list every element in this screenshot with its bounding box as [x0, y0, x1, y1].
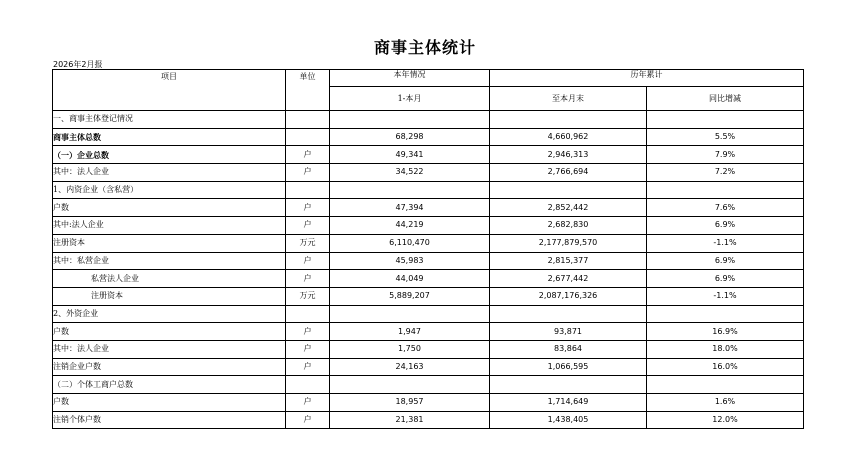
- row-months-value: 49,341: [330, 146, 490, 164]
- row-unit: [286, 376, 330, 394]
- row-yoy-change: 1.6%: [647, 394, 804, 412]
- statistics-table: [52, 69, 804, 429]
- row-cumulative-value: 2,677,442: [490, 270, 647, 288]
- table-row: [53, 305, 804, 323]
- row-yoy-change: [647, 305, 804, 323]
- row-unit: 户: [286, 394, 330, 412]
- row-item-label: 户数: [53, 323, 286, 341]
- row-cumulative-value: 4,660,962: [490, 128, 647, 146]
- row-cumulative-value: 2,766,694: [490, 164, 647, 182]
- row-yoy-change: 12.0%: [647, 411, 804, 429]
- row-cumulative-value: 1,714,649: [490, 394, 647, 412]
- row-item-label: 其中:法人企业: [53, 217, 286, 235]
- row-unit: [286, 111, 330, 129]
- table-row: [53, 376, 804, 394]
- table-row: [53, 411, 804, 429]
- table-row: [53, 270, 804, 288]
- row-item-label: （一）企业总数: [53, 146, 286, 164]
- row-months-value: 24,163: [330, 358, 490, 376]
- row-months-value: 18,957: [330, 394, 490, 412]
- row-unit: 户: [286, 270, 330, 288]
- row-item-label: 注册资本: [53, 234, 286, 252]
- row-cumulative-value: 1,438,405: [490, 411, 647, 429]
- row-item-label: 其中：法人企业: [53, 164, 286, 182]
- row-cumulative-value: [490, 305, 647, 323]
- row-yoy-change: 6.9%: [647, 270, 804, 288]
- table-row: [53, 287, 804, 305]
- row-item-label: 注销企业户数: [53, 358, 286, 376]
- table-row: [53, 394, 804, 412]
- row-unit: 户: [286, 340, 330, 358]
- row-months-value: 21,381: [330, 411, 490, 429]
- row-cumulative-value: [490, 376, 647, 394]
- row-item-label: 户数: [53, 199, 286, 217]
- row-unit: 户: [286, 199, 330, 217]
- row-months-value: 47,394: [330, 199, 490, 217]
- row-cumulative-value: 1,066,595: [490, 358, 647, 376]
- row-item-label: 商事主体总数: [53, 128, 286, 146]
- row-yoy-change: 6.9%: [647, 217, 804, 235]
- table-row: [53, 358, 804, 376]
- row-cumulative-value: [490, 181, 647, 199]
- table-row: [53, 164, 804, 182]
- row-unit: 万元: [286, 234, 330, 252]
- row-months-value: [330, 111, 490, 129]
- row-yoy-change: 7.9%: [647, 146, 804, 164]
- header-cumulative: 历年累计: [490, 70, 804, 87]
- row-item-label: 1、内资企业（含私营）: [53, 181, 286, 199]
- row-yoy-change: 16.0%: [647, 358, 804, 376]
- row-yoy-change: 7.2%: [647, 164, 804, 182]
- row-unit: 户: [286, 217, 330, 235]
- row-cumulative-value: 83,864: [490, 340, 647, 358]
- row-item-label: 一、商事主体登记情况: [53, 111, 286, 129]
- row-unit: 户: [286, 358, 330, 376]
- row-cumulative-value: 2,852,442: [490, 199, 647, 217]
- row-months-value: [330, 181, 490, 199]
- table-header-row: [53, 70, 804, 87]
- row-unit: [286, 128, 330, 146]
- header-yoy: 同比增减: [647, 87, 804, 111]
- row-months-value: 6,110,470: [330, 234, 490, 252]
- row-months-value: 44,049: [330, 270, 490, 288]
- row-months-value: 5,889,207: [330, 287, 490, 305]
- row-yoy-change: [647, 111, 804, 129]
- row-item-label: 注销个体户数: [53, 411, 286, 429]
- table-row: [53, 128, 804, 146]
- table-row: [53, 340, 804, 358]
- row-months-value: 1,750: [330, 340, 490, 358]
- row-yoy-change: 7.6%: [647, 199, 804, 217]
- row-yoy-change: 16.9%: [647, 323, 804, 341]
- table-row: [53, 146, 804, 164]
- row-yoy-change: [647, 181, 804, 199]
- table-row: [53, 323, 804, 341]
- row-yoy-change: -1.1%: [647, 287, 804, 305]
- row-item-label: （二）个体工商户总数: [53, 376, 286, 394]
- table-row: [53, 181, 804, 199]
- page-title: 商事主体统计: [373, 38, 476, 57]
- header-to-month-end: 至本月末: [490, 87, 647, 111]
- row-unit: 户: [286, 252, 330, 270]
- row-yoy-change: 6.9%: [647, 252, 804, 270]
- row-months-value: 44,219: [330, 217, 490, 235]
- row-months-value: 45,983: [330, 252, 490, 270]
- row-cumulative-value: [490, 111, 647, 129]
- row-unit: 户: [286, 164, 330, 182]
- report-date: 2026年2月报: [53, 60, 103, 69]
- row-yoy-change: -1.1%: [647, 234, 804, 252]
- row-months-value: [330, 376, 490, 394]
- row-cumulative-value: 2,177,879,570: [490, 234, 647, 252]
- row-item-label: 户数: [53, 394, 286, 412]
- row-cumulative-value: 93,871: [490, 323, 647, 341]
- row-months-value: 68,298: [330, 128, 490, 146]
- table-row: [53, 217, 804, 235]
- row-yoy-change: 18.0%: [647, 340, 804, 358]
- row-cumulative-value: 2,946,313: [490, 146, 647, 164]
- row-unit: [286, 181, 330, 199]
- header-item: 项目: [53, 70, 286, 111]
- header-current-year: 本年情况: [330, 70, 490, 87]
- header-unit: 单位: [286, 70, 330, 111]
- row-months-value: [330, 305, 490, 323]
- table-body: [53, 111, 804, 429]
- row-unit: 户: [286, 323, 330, 341]
- row-item-label: 其中：法人企业: [53, 340, 286, 358]
- row-unit: 户: [286, 146, 330, 164]
- row-months-value: 1,947: [330, 323, 490, 341]
- row-cumulative-value: 2,815,377: [490, 252, 647, 270]
- row-cumulative-value: 2,682,830: [490, 217, 647, 235]
- row-item-label: 私营法人企业: [53, 270, 286, 288]
- row-item-label: 2、外资企业: [53, 305, 286, 323]
- row-months-value: 34,522: [330, 164, 490, 182]
- row-unit: 万元: [286, 287, 330, 305]
- row-unit: [286, 305, 330, 323]
- table-row: [53, 252, 804, 270]
- row-item-label: 注册资本: [53, 287, 286, 305]
- row-yoy-change: 5.5%: [647, 128, 804, 146]
- header-months: 1-本月: [330, 87, 490, 111]
- row-unit: 户: [286, 411, 330, 429]
- row-yoy-change: [647, 376, 804, 394]
- table-row: [53, 234, 804, 252]
- table-row: [53, 199, 804, 217]
- row-cumulative-value: 2,087,176,326: [490, 287, 647, 305]
- table-row: [53, 111, 804, 129]
- row-item-label: 其中：私营企业: [53, 252, 286, 270]
